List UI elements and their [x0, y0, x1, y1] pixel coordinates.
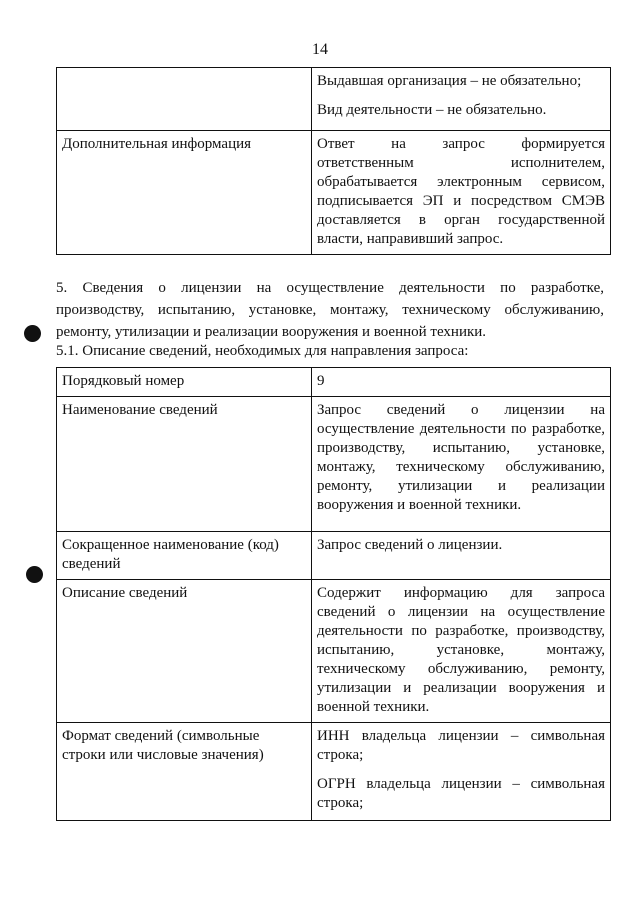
value-paragraph: Запрос сведений о лицензии на осуществление деятельности по разработке, производству, испытанию, установке, монтажу, техническому обслуживанию, ремонту, утилизации и реализации вооружения и военной техники.	[317, 402, 605, 513]
page-number: 14	[312, 41, 328, 58]
value-paragraph: Вид деятельности – не обязательно.	[317, 102, 547, 118]
table-cell-label: Описание сведений	[57, 580, 312, 723]
table-row	[57, 368, 611, 397]
value-paragraph: Содержит информацию для запроса сведений о лицензии на осуществление деятельности по разработке, производству, испытанию, установке, монтажу, техническому обслуживанию, ремонту, утилизации и реализации вооружения и военной техники.	[317, 585, 605, 715]
table-cell-value	[312, 532, 611, 580]
request-description-table	[56, 367, 611, 821]
table-cell-label: Формат сведений (символьные строки или числовые значения)	[57, 723, 312, 821]
table-cell-value	[312, 397, 611, 532]
table-row	[57, 580, 611, 723]
table-cell-value	[312, 131, 611, 255]
table-row	[57, 532, 611, 580]
table-cell-label: Дополнительная информация	[57, 131, 312, 255]
table-cell-label: Сокращенное наименование (код) сведений	[57, 532, 312, 580]
punch-hole-mark	[24, 325, 41, 342]
table-cell-label	[57, 68, 312, 131]
value-paragraph: ИНН владельца лицензии – символьная строка;	[317, 728, 605, 763]
value-paragraph: 9	[317, 373, 325, 389]
table-row	[57, 723, 611, 821]
table-cell-label: Порядковый номер	[57, 368, 312, 397]
table-cell-value	[312, 580, 611, 723]
value-paragraph: ОГРН владельца лицензии – символьная строка;	[317, 776, 605, 811]
table-row	[57, 131, 611, 255]
table-cell-label: Наименование сведений	[57, 397, 312, 532]
subsection-heading: 5.1. Описание сведений, необходимых для направления запроса:	[56, 343, 469, 359]
punch-hole-mark	[26, 566, 43, 583]
table-cell-value	[312, 723, 611, 821]
table-row	[57, 68, 611, 131]
table-cell-value	[312, 68, 611, 131]
value-paragraph: Запрос сведений о лицензии.	[317, 537, 503, 553]
table-cell-value	[312, 368, 611, 397]
section-heading: 5. Сведения о лицензии на осуществление деятельности по разработке, производству, испытанию, установке, монтажу, техническому обслуживанию, ремонту, утилизации и реализации вооружения и военной техники.	[56, 280, 604, 340]
info-table-continued	[56, 67, 611, 255]
value-paragraph: Ответ на запрос формируется ответственным исполнителем, обрабатывается электронным сервисом, подписывается ЭП и посредством СМЭВ доставляется в орган государственной власти, направивший запрос.	[317, 136, 605, 247]
table-row	[57, 397, 611, 532]
value-paragraph: Выдавшая организация – не обязательно;	[317, 73, 582, 89]
